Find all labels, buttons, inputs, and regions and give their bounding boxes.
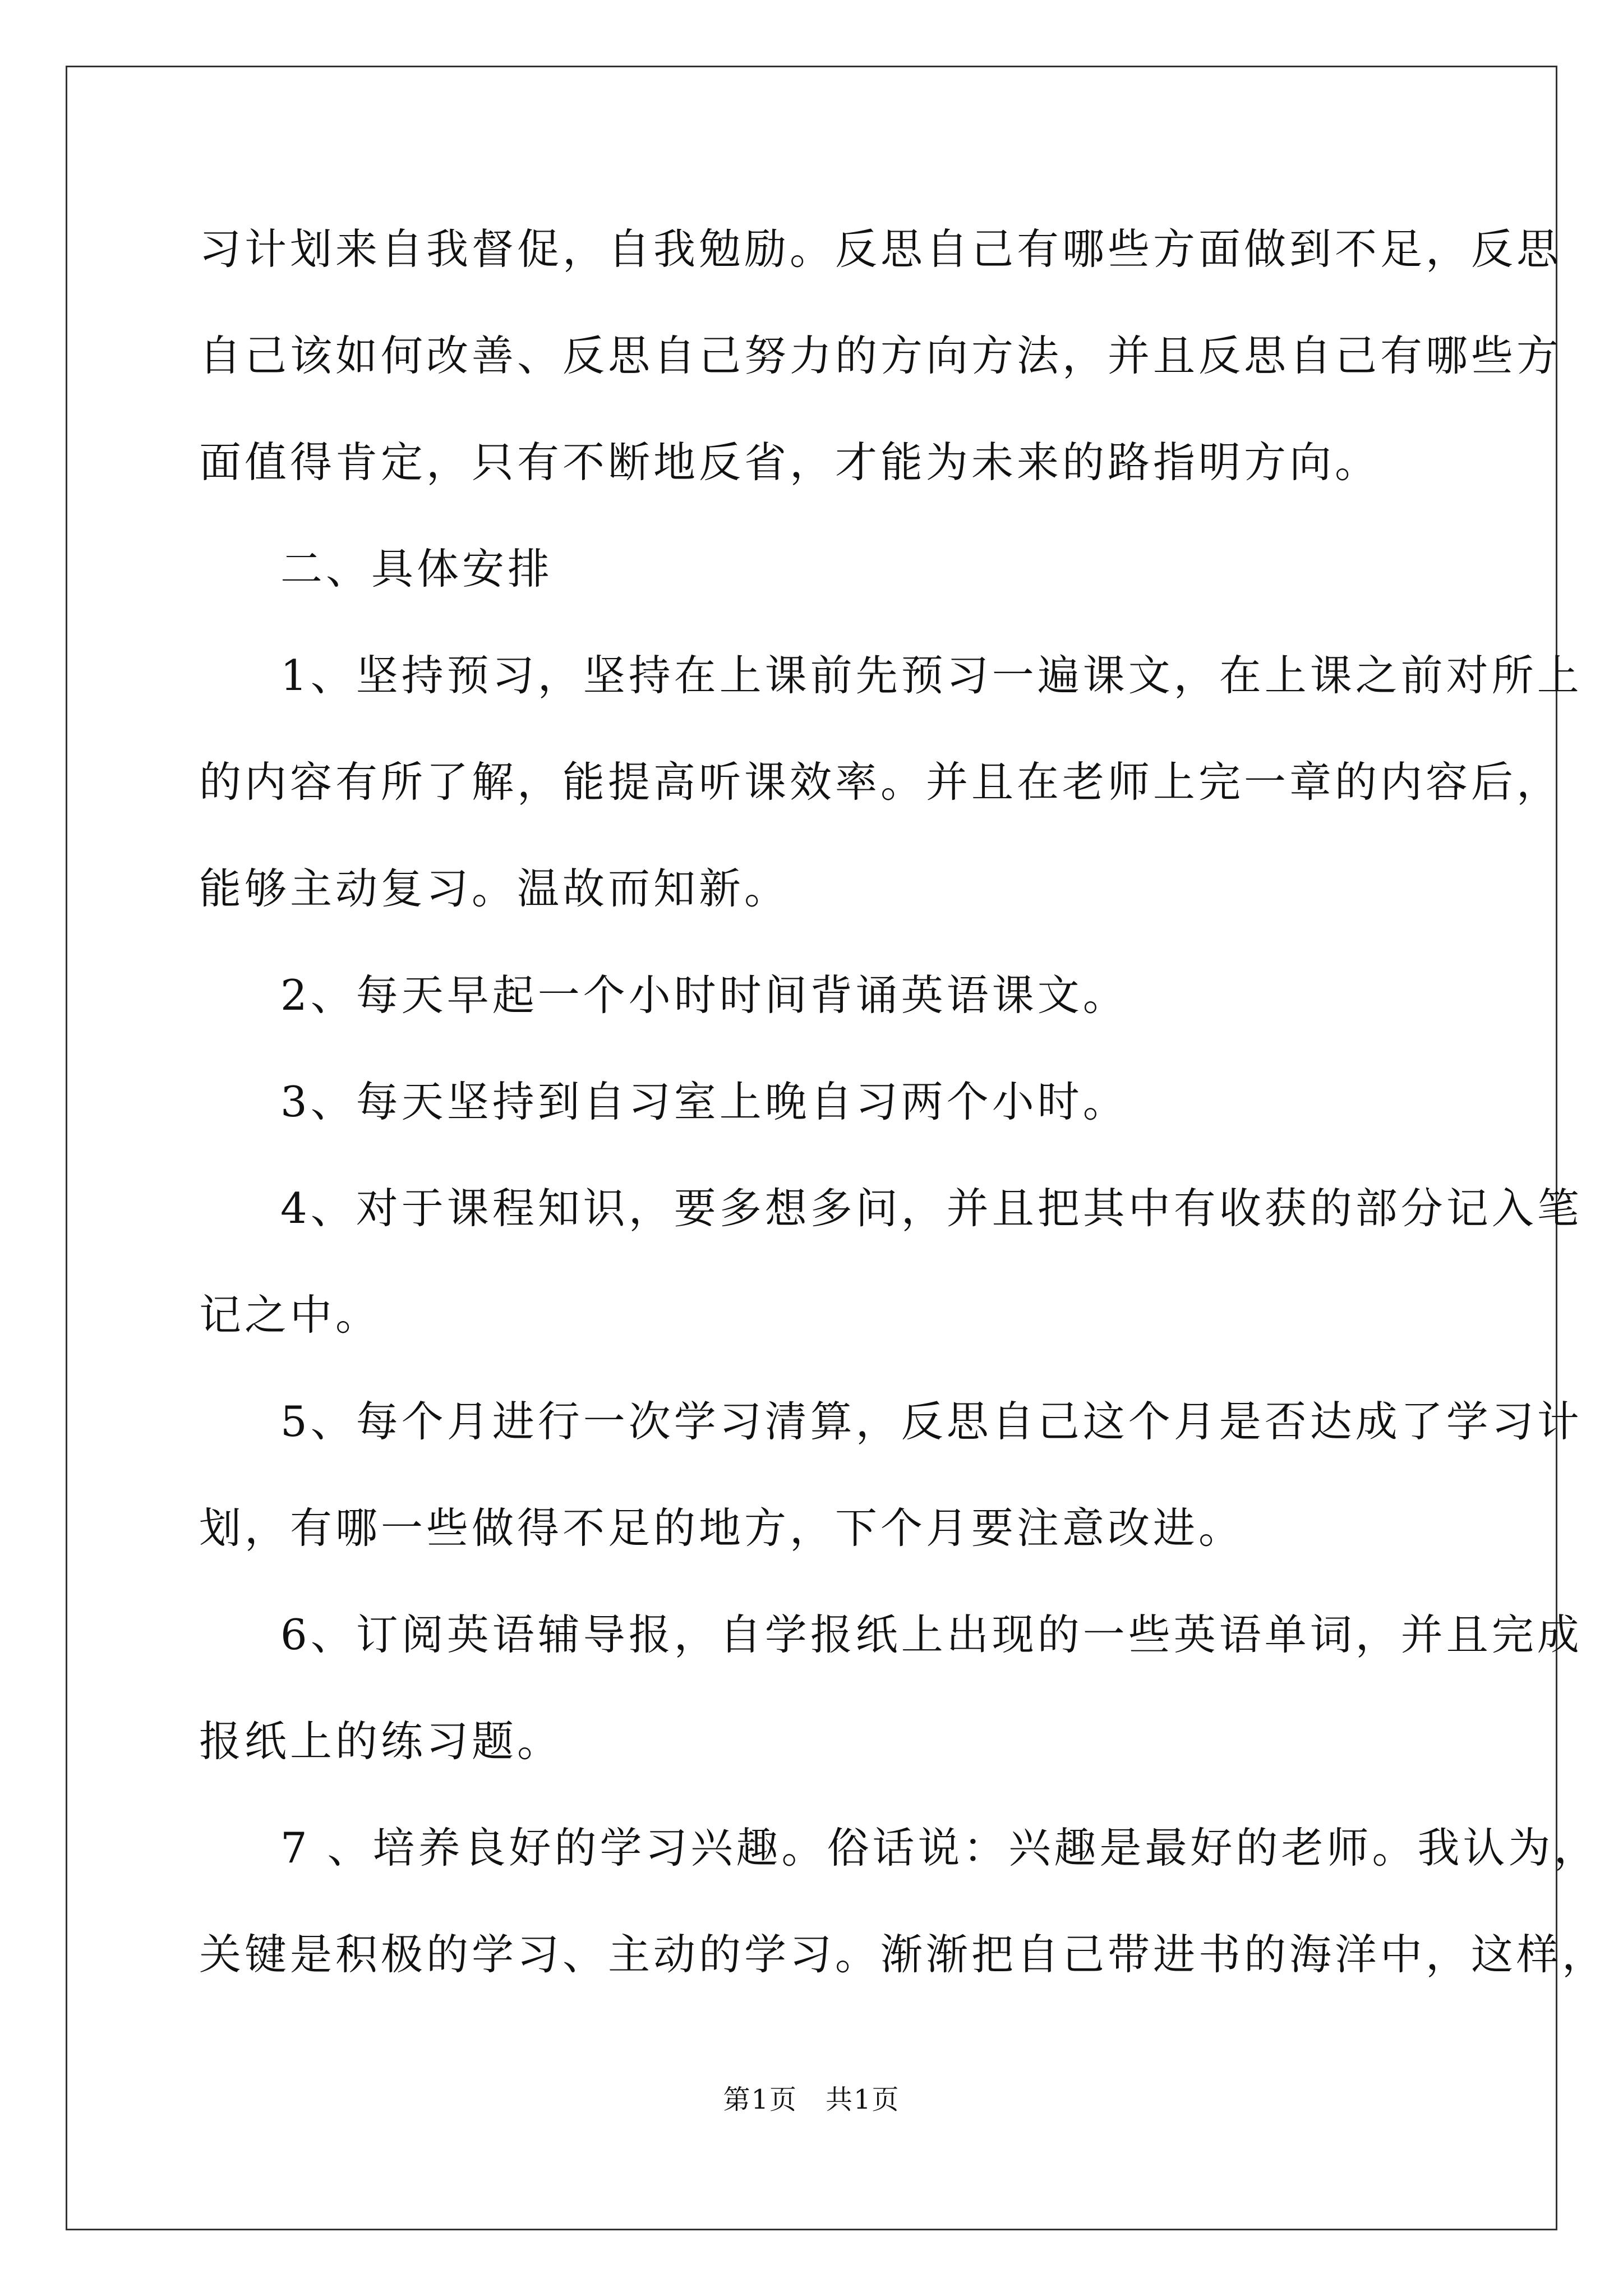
body-line: 能够主动复习。温故而知新。	[199, 864, 790, 913]
body-line: 6、订阅英语辅导报，自学报纸上出现的一些英语单词，并且完成	[280, 1610, 1583, 1659]
section-heading: 二、具体安排	[280, 544, 554, 593]
body-line: 的内容有所了解，能提高听课效率。并且在老师上完一章的内容后，	[199, 757, 1562, 807]
body-line: 记之中。	[199, 1290, 381, 1340]
body-line: 报纸上的练习题。	[199, 1717, 563, 1766]
body-line: 面值得肯定，只有不断地反省，才能为未来的路指明方向。	[199, 438, 1381, 487]
page-number: 第1页 共1页	[723, 2084, 900, 2115]
body-line: 3、每天坚持到自习室上晚自习两个小时。	[280, 1077, 1128, 1126]
body-line: 习计划来自我督促，自我勉励。反思自己有哪些方面做到不足，反思	[199, 224, 1562, 274]
body-line: 4、对于课程知识，要多想多问，并且把其中有收获的部分记入笔	[280, 1184, 1583, 1233]
body-line: 划，有哪一些做得不足的地方，下个月要注意改进。	[199, 1503, 1244, 1553]
body-line: 自己该如何改善、反思自己努力的方向方法，并且反思自己有哪些方	[199, 331, 1562, 380]
body-line: 7 、培养良好的学习兴趣。俗话说：兴趣是最好的老师。我认为，	[280, 1823, 1599, 1872]
body-line: 5、每个月进行一次学习清算，反思自己这个月是否达成了学习计	[280, 1397, 1583, 1446]
page-border	[66, 66, 1608, 2230]
body-line: 1、坚持预习，坚持在上课前先预习一遍课文，在上课之前对所上	[280, 651, 1583, 700]
body-line: 2、每天早起一个小时时间背诵英语课文。	[280, 970, 1128, 1020]
body-line: 关键是积极的学习、主动的学习。渐渐把自己带进书的海洋中，这样，	[199, 1930, 1608, 1979]
